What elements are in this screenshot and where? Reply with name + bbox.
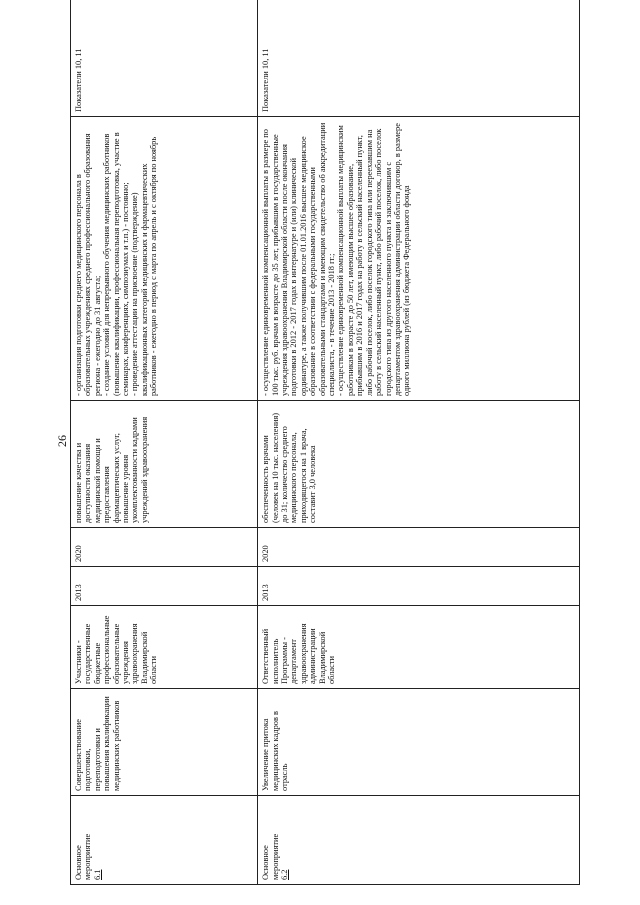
task-item: - создание условий для непрерывного обучения медицинских работников (повышение квалификации, профессиональная переподготовка, участие в семинарах, конференциях, симпозиумах и т.п.) - постоянно; bbox=[102, 132, 131, 396]
activity-label: Основное мероприятие bbox=[74, 833, 93, 880]
table-row bbox=[258, 0, 580, 885]
activity-start-year: 2013 bbox=[258, 567, 580, 606]
activity-indicators: Показатели 10, 11 bbox=[71, 0, 258, 117]
activity-code: 6.2 bbox=[280, 869, 290, 880]
program-activities-table bbox=[70, 0, 580, 885]
activity-end-year: 2020 bbox=[258, 528, 580, 567]
task-item: - организация подготовки среднего медицинского персонала в образовательных учреждениях среднего профессионального образования региона - ежегодно до 31 августа; bbox=[74, 133, 102, 396]
activity-label-cell bbox=[258, 796, 580, 885]
activity-start-year: 2013 bbox=[71, 567, 258, 606]
activity-indicators: Показатели 10, 11 bbox=[258, 0, 580, 117]
activity-tasks bbox=[258, 117, 580, 401]
activity-code: 6.1 bbox=[92, 869, 102, 880]
activity-result: обеспеченность врачами (человек на 10 тыс. населения) до 31; количество среднего медицинского персонала, приходящегося на 1 врача, составит 3,0 человека bbox=[258, 401, 580, 528]
activity-name: Совершенствование подготовки, переподготовки и повышения квалификации медицинских работников bbox=[71, 689, 258, 796]
activity-name: Увеличение притока медицинских кадров в отрасль bbox=[258, 689, 580, 796]
program-activities-table-wrapper bbox=[70, 48, 580, 885]
activity-executor: Ответственный исполнитель Программы - департамент здравоохранения администрации Владимирской области bbox=[258, 606, 580, 689]
activity-tasks bbox=[71, 117, 258, 401]
table-row bbox=[71, 0, 258, 885]
task-item: - проведение аттестации на присвоение (подтверждение) квалификационных категорий медицинских и фармацевтических работников - ежегодно в период с марта по апрель и с октября по ноябрь bbox=[130, 136, 159, 396]
activity-result: повышение качества и доступности оказания медицинской помощи и предоставления фармацевтических услуг, повышение уровня укомплектованности кадрами учреждений здравоохранения bbox=[71, 401, 258, 528]
activity-executor: Участники - государственные бюджетные профессиональные образовательные учреждения здравоохранения Владимирской области bbox=[71, 606, 258, 689]
activity-label-cell bbox=[71, 796, 258, 885]
task-item: - осуществление единовременной компенсационной выплаты медицинским работникам в возрасте до 50 лет, имеющим высшее образование, прибывшим в 2016 и 2017 годах на работу в сельский населенный пункт, либо рабочий поселок, либо поселок городского типа или переехавшим на работу в сельский населенный пункт, либо рабочий поселок, либо поселок городского типа из другого населенного пункта и заключившим с департаментом здравоохранения администрации области договор, в размере одного миллиона рублей (из бюджета Федерального фонда bbox=[336, 123, 412, 396]
activity-label: Основное мероприятие bbox=[261, 833, 280, 880]
task-item: - осуществление единовременной компенсационной выплаты в размере по 100 тыс. руб. врачам в возрасте до 35 лет, прибывшим в государственные учреждения здравоохранения Владимирской области после окончания подготовки в 2012 - 2017 годах в интернатуре и (или) клинической ординатуре, а также получившим после 01.01.2016 высшее медицинское образование в соответствии с федеральными государственными образовательными стандартами и имеющим свидетельство об аккредитации специалиста, - в течение 2013 - 2018 гг.; bbox=[261, 122, 337, 396]
activity-end-year: 2020 bbox=[71, 528, 258, 567]
page-number: 26 bbox=[55, 435, 69, 447]
